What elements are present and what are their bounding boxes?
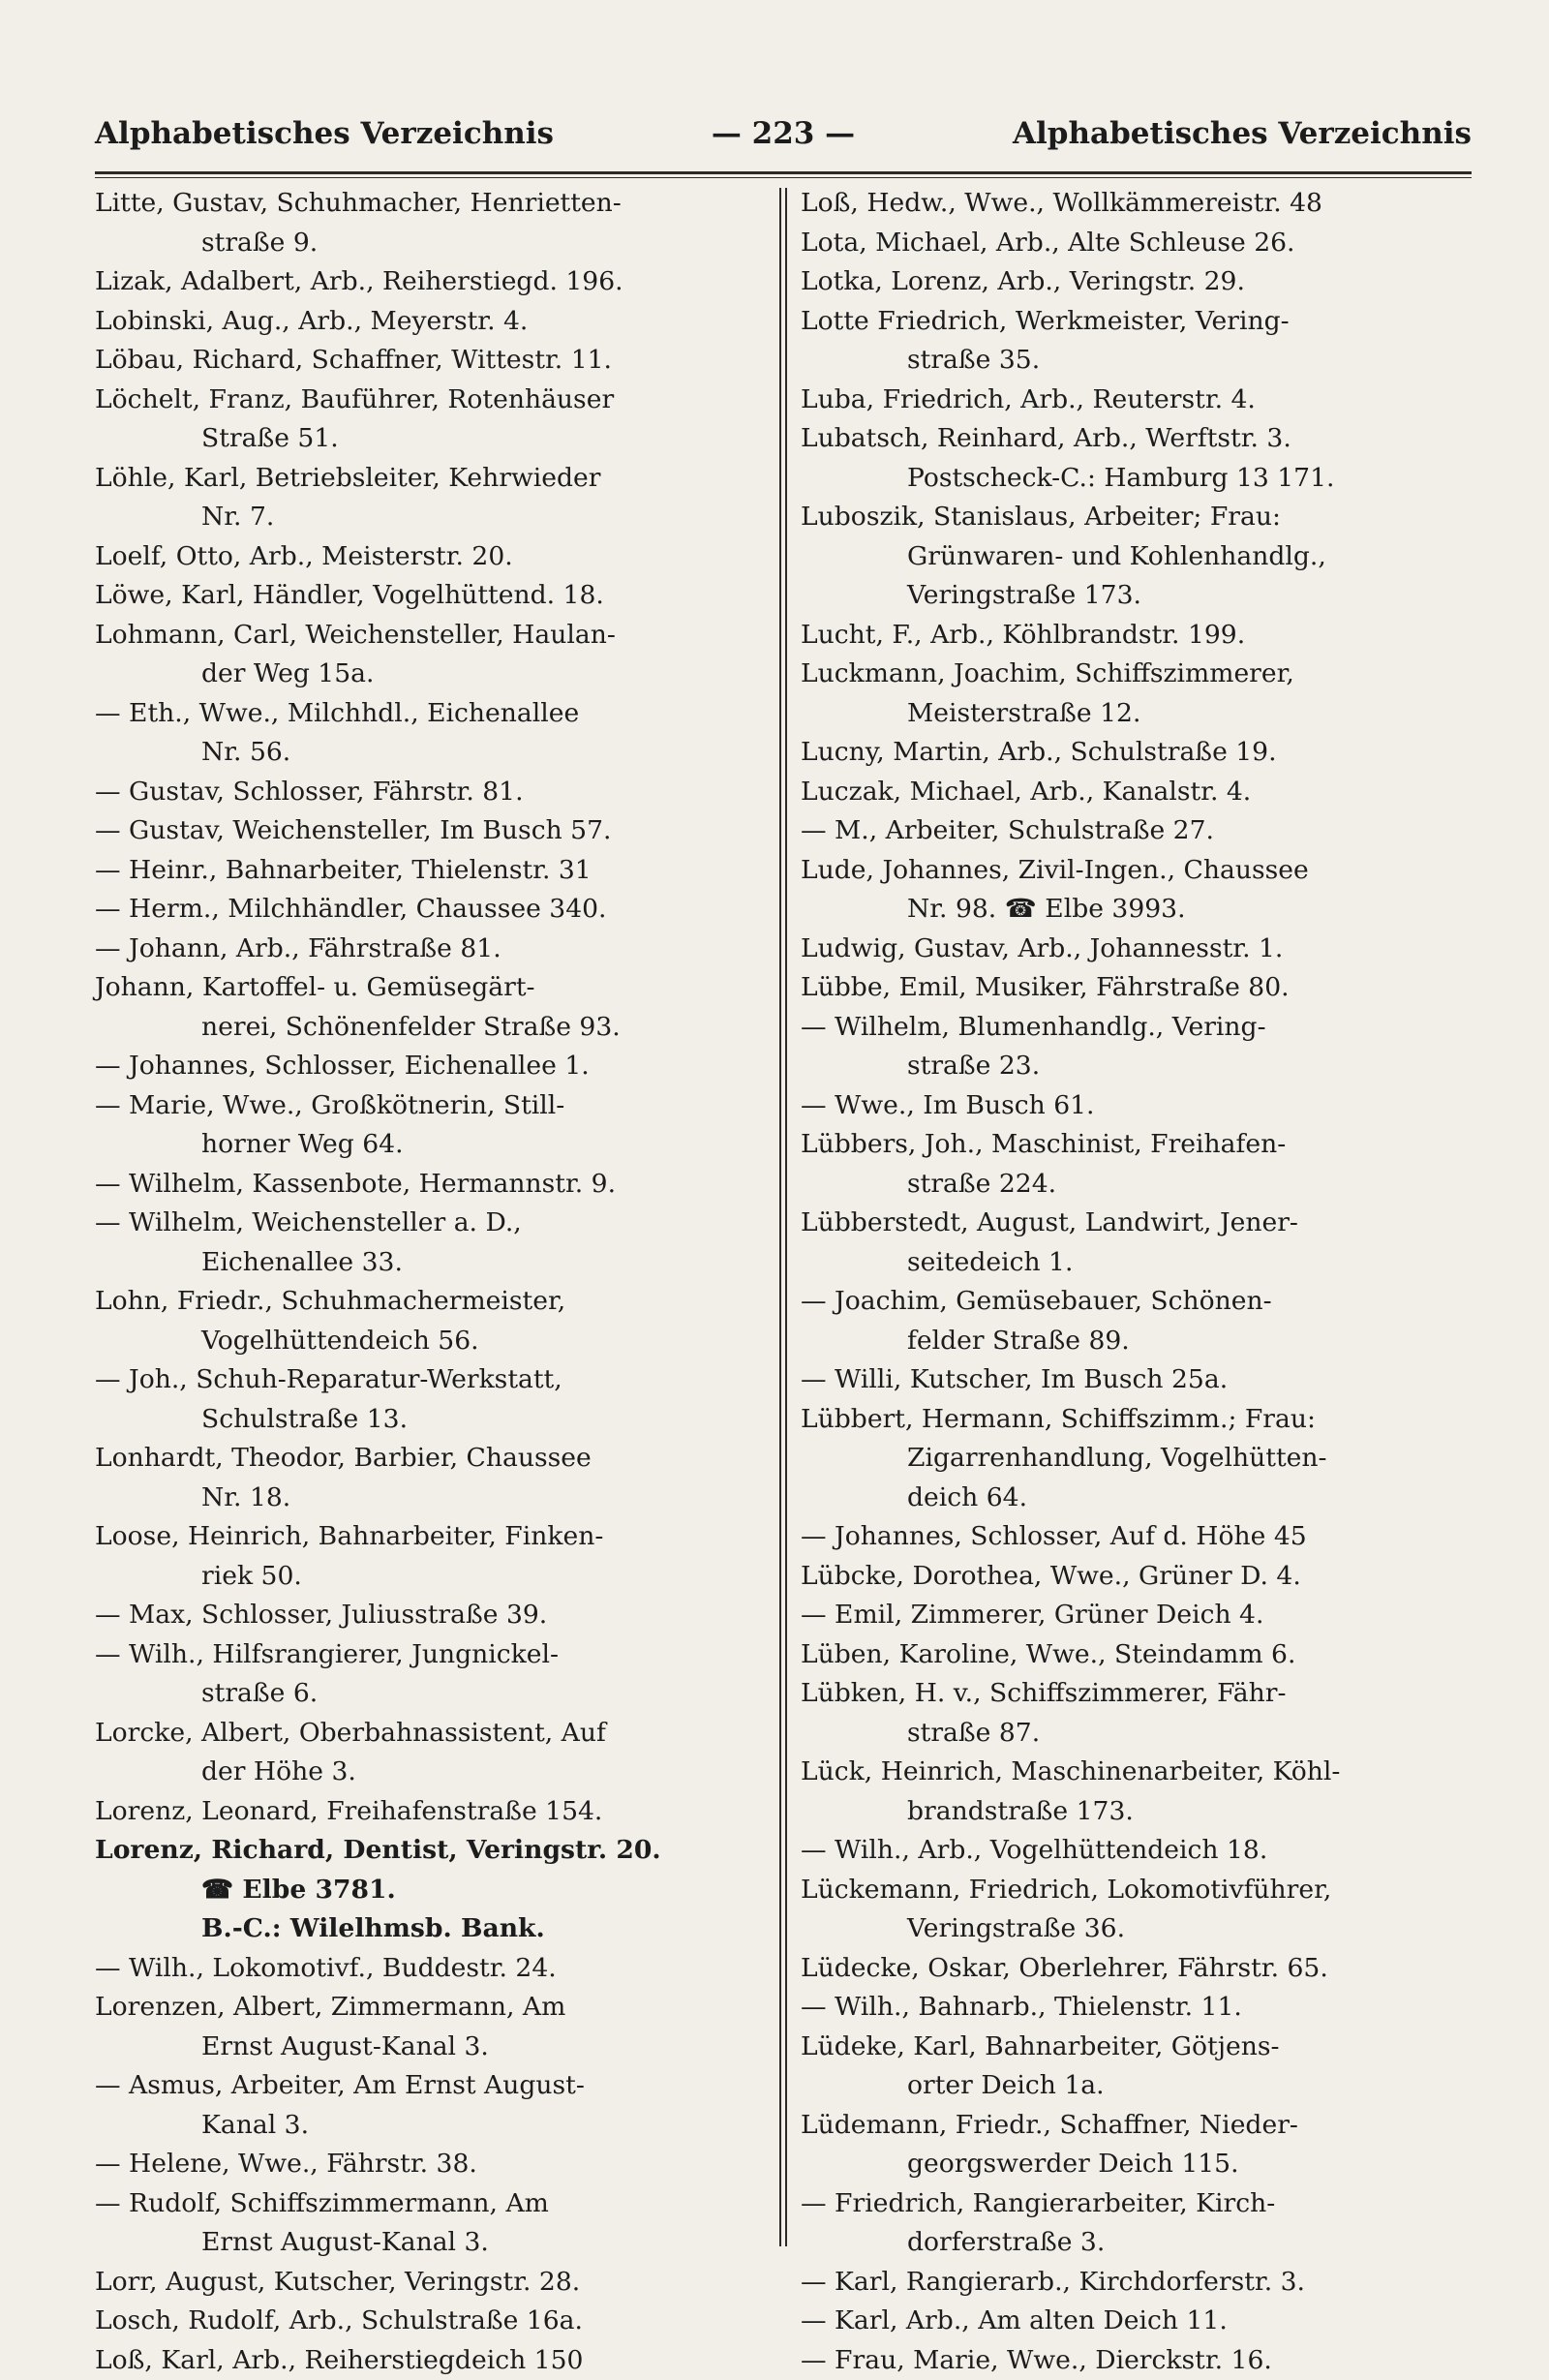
header-rule-thin — [95, 177, 1472, 178]
directory-entry: Ludwig, Gustav, Arb., Johannesstr. 1. — [801, 930, 1472, 969]
directory-entry: — Wilhelm, Kassenbote, Hermannstr. 9. — [95, 1165, 766, 1205]
directory-entry: Lohn, Friedr., Schuhmachermeister, Vogelhüttendeich 56. — [95, 1282, 766, 1360]
directory-entry: — Asmus, Arbeiter, Am Ernst August- Kanal 3. — [95, 2066, 766, 2145]
directory-entry: — Eth., Wwe., Milchhdl., Eichenallee Nr. 56. — [95, 694, 766, 773]
directory-entry: — Herm., Milchhändler, Chaussee 340. — [95, 890, 766, 930]
directory-entry: Lübbe, Emil, Musiker, Fährstraße 80. — [801, 968, 1472, 1008]
directory-entry: — Max, Schlosser, Juliusstraße 39. — [95, 1596, 766, 1635]
directory-entry: Lübken, H. v., Schiffszimmerer, Fähr- straße 87. — [801, 1674, 1472, 1753]
directory-entry: Lüben, Karoline, Wwe., Steindamm 6. — [801, 1635, 1472, 1675]
directory-entry: Lota, Michael, Arb., Alte Schleuse 26. — [801, 224, 1472, 263]
directory-entry: Luckmann, Joachim, Schiffszimmerer, Meisterstraße 12. — [801, 655, 1472, 733]
directory-entry: — Wilhelm, Weichensteller a. D., Eichenallee 33. — [95, 1204, 766, 1282]
directory-entry: Luczak, Michael, Arb., Kanalstr. 4. — [801, 773, 1472, 812]
directory-entry: Lobinski, Aug., Arb., Meyerstr. 4. — [95, 302, 766, 342]
directory-entry: Losch, Rudolf, Arb., Schulstraße 16a. — [95, 2302, 766, 2341]
directory-entry: — Willi, Kutscher, Im Busch 25a. — [801, 1360, 1472, 1400]
directory-entry: Johann, Kartoffel- u. Gemüsegärt- nerei, Schönenfelder Straße 93. — [95, 968, 766, 1047]
directory-entry: Loß, Hedw., Wwe., Wollkämmereistr. 48 — [801, 184, 1472, 224]
directory-entry: Luba, Friedrich, Arb., Reuterstr. 4. — [801, 381, 1472, 420]
columns — [95, 184, 1472, 2246]
directory-entry: Lück, Heinrich, Maschinenarbeiter, Köhl- brandstraße 173. — [801, 1753, 1472, 1831]
header-rule — [95, 171, 1472, 174]
directory-entry: Lüdeke, Karl, Bahnarbeiter, Götjens- orter Deich 1a. — [801, 2028, 1472, 2106]
directory-entry: — Heinr., Bahnarbeiter, Thielenstr. 31 — [95, 851, 766, 891]
directory-entry: — M., Arbeiter, Schulstraße 27. — [801, 811, 1472, 851]
left-column — [95, 184, 779, 2246]
directory-entry: Loelf, Otto, Arb., Meisterstr. 20. — [95, 537, 766, 577]
header-left-title: Alphabetisches Verzeichnis — [95, 116, 554, 151]
directory-entry: Lorr, August, Kutscher, Veringstr. 28. — [95, 2263, 766, 2303]
directory-entry: Lorcke, Albert, Oberbahnassistent, Auf der Höhe 3. — [95, 1714, 766, 1792]
right-column — [787, 184, 1472, 2246]
directory-entry: Lonhardt, Theodor, Barbier, Chaussee Nr. 18. — [95, 1439, 766, 1517]
column-divider — [779, 188, 787, 2246]
directory-entry: Lückemann, Friedrich, Lokomotivführer, Veringstraße 36. — [801, 1871, 1472, 1949]
directory-entry: — Wilh., Lokomotivf., Buddestr. 24. — [95, 1949, 766, 1989]
directory-entry: Lubatsch, Reinhard, Arb., Werftstr. 3. Postscheck-C.: Hamburg 13 171. — [801, 419, 1472, 498]
directory-entry: Lotka, Lorenz, Arb., Veringstr. 29. — [801, 262, 1472, 302]
directory-entry: Lorenz, Richard, Dentist, Veringstr. 20. ☎ Elbe 3781. B.-C.: Wilelhmsb. Bank. — [95, 1831, 766, 1949]
directory-entry: — Johannes, Schlosser, Eichenallee 1. — [95, 1047, 766, 1086]
directory-entry: Lucny, Martin, Arb., Schulstraße 19. — [801, 733, 1472, 773]
directory-entry: Lorenzen, Albert, Zimmermann, Am Ernst August-Kanal 3. — [95, 1988, 766, 2066]
directory-entry: Lotte Friedrich, Werkmeister, Vering- straße 35. — [801, 302, 1472, 381]
directory-entry: Lohmann, Carl, Weichensteller, Haulan- der Weg 15a. — [95, 616, 766, 694]
header-right-title: Alphabetisches Verzeichnis — [1013, 116, 1472, 151]
directory-entry: — Rudolf, Schiffszimmermann, Am Ernst August-Kanal 3. — [95, 2184, 766, 2263]
directory-entry: Lübbers, Joh., Maschinist, Freihafen- straße 224. — [801, 1125, 1472, 1204]
directory-entry: — Wilh., Hilfsrangierer, Jungnickel- straße 6. — [95, 1635, 766, 1714]
directory-entry: — Emil, Zimmerer, Grüner Deich 4. — [801, 1596, 1472, 1635]
directory-entry: — Marie, Wwe., Großkötnerin, Still- horner Weg 64. — [95, 1086, 766, 1165]
directory-entry: Lude, Johannes, Zivil-Ingen., Chaussee Nr. 98. ☎ Elbe 3993. — [801, 851, 1472, 930]
directory-entry: Loose, Heinrich, Bahnarbeiter, Finken- riek 50. — [95, 1517, 766, 1596]
directory-entry: — Friedrich, Rangierarbeiter, Kirch- dorferstraße 3. — [801, 2184, 1472, 2263]
directory-entry: Lizak, Adalbert, Arb., Reiherstiegd. 196. — [95, 262, 766, 302]
directory-entry: — Frau, Marie, Wwe., Dierckstr. 16. — [801, 2341, 1472, 2380]
directory-entry: Lüdemann, Friedr., Schaffner, Nieder- georgswerder Deich 115. — [801, 2106, 1472, 2184]
directory-entry: Litte, Gustav, Schuhmacher, Henrietten- straße 9. — [95, 184, 766, 262]
directory-entry: — Helene, Wwe., Fährstr. 38. — [95, 2145, 766, 2184]
directory-entry: Lüdecke, Oskar, Oberlehrer, Fährstr. 65. — [801, 1949, 1472, 1989]
directory-entry: Lübbert, Hermann, Schiffszimm.; Frau: Zigarrenhandlung, Vogelhütten- deich 64. — [801, 1400, 1472, 1518]
directory-entry: — Gustav, Weichensteller, Im Busch 57. — [95, 811, 766, 851]
directory-entry: Löhle, Karl, Betriebsleiter, Kehrwieder Nr. 7. — [95, 459, 766, 537]
directory-entry: Lorenz, Leonard, Freihafenstraße 154. — [95, 1792, 766, 1832]
directory-entry: — Joh., Schuh-Reparatur-Werkstatt, Schulstraße 13. — [95, 1360, 766, 1439]
page-header — [95, 116, 1472, 165]
directory-entry: Loß, Karl, Arb., Reiherstiegdeich 150 — [95, 2341, 766, 2380]
page-number: — 223 — — [712, 116, 855, 151]
directory-entry: Lucht, F., Arb., Köhlbrandstr. 199. — [801, 616, 1472, 656]
directory-entry: — Gustav, Schlosser, Fährstr. 81. — [95, 773, 766, 812]
directory-entry: — Joachim, Gemüsebauer, Schönen- felder Straße 89. — [801, 1282, 1472, 1360]
directory-entry: Luboszik, Stanislaus, Arbeiter; Frau: Grünwaren- und Kohlenhandlg., Veringstraße 173. — [801, 498, 1472, 616]
directory-entry: — Wwe., Im Busch 61. — [801, 1086, 1472, 1126]
directory-entry: Lübcke, Dorothea, Wwe., Grüner D. 4. — [801, 1557, 1472, 1597]
directory-entry: — Johannes, Schlosser, Auf d. Höhe 45 — [801, 1517, 1472, 1557]
directory-entry: — Karl, Rangierarb., Kirchdorferstr. 3. — [801, 2263, 1472, 2303]
directory-entry: Lübberstedt, August, Landwirt, Jener- seitedeich 1. — [801, 1204, 1472, 1282]
directory-entry: Löwe, Karl, Händler, Vogelhüttend. 18. — [95, 576, 766, 616]
directory-entry: — Karl, Arb., Am alten Deich 11. — [801, 2302, 1472, 2341]
directory-entry: Löchelt, Franz, Bauführer, Rotenhäuser Straße 51. — [95, 381, 766, 459]
directory-entry: Löbau, Richard, Schaffner, Wittestr. 11. — [95, 341, 766, 381]
directory-entry: — Wilh., Arb., Vogelhüttendeich 18. — [801, 1831, 1472, 1871]
directory-entry: — Wilhelm, Blumenhandlg., Vering- straße 23. — [801, 1008, 1472, 1086]
directory-entry: — Johann, Arb., Fährstraße 81. — [95, 930, 766, 969]
directory-entry: — Wilh., Bahnarb., Thielenstr. 11. — [801, 1988, 1472, 2028]
